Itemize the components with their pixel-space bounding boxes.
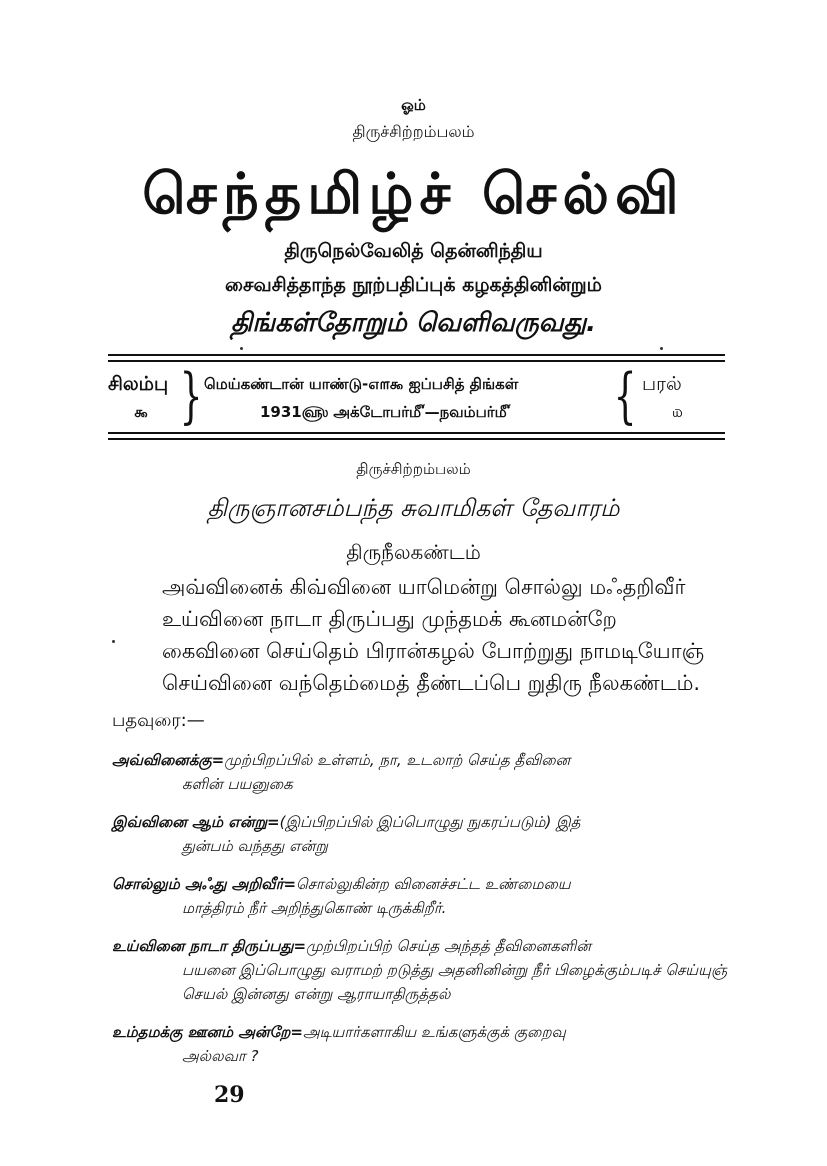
volume-number: ௯ <box>134 403 148 421</box>
issue-date-line-1: மெய்கண்டான் யாண்டு-௭௱௯ ஐப்பசித் திங்கள் <box>204 375 519 393</box>
gloss-text: முற்பிறப்பிற் செய்த அந்தத் தீவினைகளின் <box>306 937 591 955</box>
verse-line: கைவினை செய்தெம் பிரான்கழல் போற்றுது நாமடியோஞ் <box>162 639 705 663</box>
verse-line: உய்வினை நாடா திருப்பது முந்தமக் கூனமன்றே <box>162 607 617 631</box>
rule-bottom-2 <box>108 438 725 440</box>
frequency-line: திங்கள்தோறும் வெளிவருவது. <box>230 308 596 338</box>
number-value: ௰ <box>672 402 683 422</box>
gloss-continuation: அல்லவா ? <box>182 1047 259 1065</box>
gloss-head: அவ்வினைக்கு= <box>112 751 225 769</box>
volume-label: சிலம்பு <box>108 373 169 395</box>
verse-line: அவ்வினைக் கிவ்வினை யாமென்று சொல்லு மஃதறிவீர் <box>162 575 686 599</box>
verse-line: செய்வினை வந்தெம்மைத் தீண்டப்பெ றுதிரு நீலகண்டம். <box>162 671 701 695</box>
section-subtitle: திருநீலகண்டம் <box>346 540 481 564</box>
gloss-entry <box>112 1020 732 1068</box>
gloss-text: முற்பிறப்பில் உள்ளம், நா, உடலாற் செய்த தீவினை <box>224 751 571 769</box>
right-brace-icon: } <box>179 361 203 431</box>
gloss-head: சொல்லும் அஃது அறிவீர்= <box>112 875 297 893</box>
section-title: திருஞானசம்பந்த சுவாமிகள் தேவாரம் <box>207 494 620 522</box>
gloss-entry <box>112 810 732 858</box>
number-label: பரல் <box>642 373 682 395</box>
print-speck <box>660 347 663 350</box>
gloss-entry <box>112 872 732 920</box>
gloss-text: (இப்பிறப்பில் இப்பொழுது நுகரப்படும்) இத் <box>279 813 581 831</box>
masthead-title: செந்தமிழ்ச் செல்வி <box>142 162 685 227</box>
gloss-head: உய்வினை நாடா திருப்பது= <box>112 937 307 955</box>
issue-date-line-2: 1931௵ அக்டோபர்௴—நவம்பர்௴ <box>260 403 511 421</box>
gloss-entry <box>112 934 732 1006</box>
number-block <box>642 370 732 426</box>
gloss-entry <box>112 748 732 796</box>
gloss-continuation: களின் பயனுகை <box>182 775 293 793</box>
print-speck <box>240 347 243 350</box>
rule-bottom-1 <box>108 432 725 434</box>
publisher-line-2: சைவசித்தாந்த நூற்பதிப்புக் கழகத்தினின்றும் <box>225 274 602 296</box>
gloss-continuation: மாத்திரம் நீர் அறிந்துகொண் டிருக்கிறீர். <box>182 899 447 917</box>
gloss-continuation: துன்பம் வந்தது என்று <box>182 837 328 855</box>
publisher-line-1: திருநெல்வேலித் தென்னிந்திய <box>284 240 543 262</box>
gloss-head: இவ்வினை ஆம் என்று= <box>112 813 280 831</box>
rule-top-1 <box>108 354 725 356</box>
gloss-list <box>112 748 732 1082</box>
print-speck <box>112 640 115 643</box>
left-brace-icon: { <box>613 361 637 431</box>
page-number: 29 <box>214 1082 245 1108</box>
gloss-label: பதவுரை:— <box>112 710 205 731</box>
gloss-text: அடியார்களாகிய உங்களுக்குக் குறைவு <box>302 1023 566 1041</box>
gloss-text: சொல்லுகின்ற வினைச்சட்ட உண்மையை <box>296 875 571 893</box>
volume-block <box>108 370 186 426</box>
gloss-head: உம்தமக்கு ஊனம் அன்றே= <box>112 1023 303 1041</box>
invocation: திருச்சிற்றம்பலம் <box>352 122 475 141</box>
om-symbol: ஓம் <box>401 96 426 114</box>
issue-date-block <box>204 370 624 426</box>
gloss-continuation: பயனை இப்பொழுது வராமற் றடுத்து அதனினின்று நீர் பிழைக்கும்படிச் செய்யுஞ் செயல் இன்னது என்று ஆராயாதிருத்தல் <box>182 961 728 1003</box>
section-invocation: திருச்சிற்றம்பலம் <box>356 460 471 478</box>
verse-block <box>162 572 762 700</box>
